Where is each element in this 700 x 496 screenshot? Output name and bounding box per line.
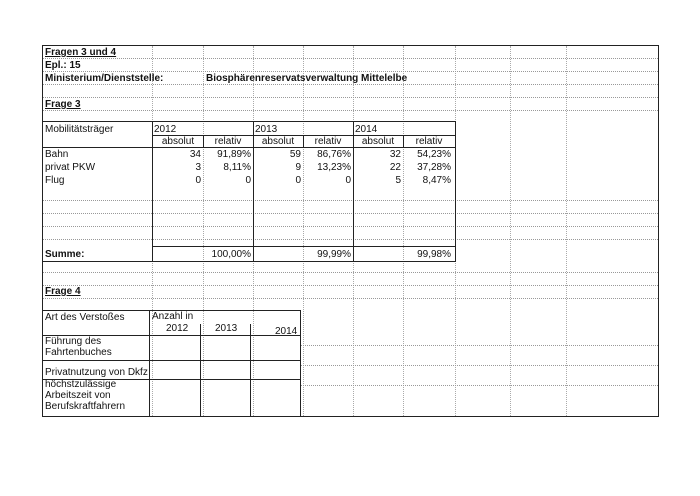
- table-cell: 8,11%: [223, 162, 251, 173]
- count-header: Anzahl in: [152, 311, 194, 322]
- grid-line: [300, 345, 658, 346]
- subheader-relativ: relativ: [415, 136, 443, 147]
- ministry-label: Ministerium/Dienststelle:: [45, 73, 164, 84]
- table-border: [149, 310, 150, 416]
- grid-line: [403, 46, 404, 416]
- table-cell: 0: [195, 175, 201, 186]
- subheader-relativ: relativ: [314, 136, 342, 147]
- grid-line: [43, 285, 658, 286]
- table-cell: 0: [345, 175, 351, 186]
- year-2014: 2014: [355, 124, 378, 135]
- grid-line: [300, 385, 658, 386]
- table-cell: 9: [295, 162, 301, 173]
- grid-line: [300, 365, 658, 366]
- grid-line: [43, 272, 658, 273]
- subheader-absolut: absolut: [361, 136, 395, 147]
- table-cell: 0: [295, 175, 301, 186]
- frage4-title: Frage 4: [45, 286, 81, 297]
- table-cell: 59: [289, 149, 301, 160]
- table-cell: 13,23%: [317, 162, 351, 173]
- year-2012: 2012: [154, 124, 177, 135]
- grid-line: [43, 298, 658, 299]
- grid-line: [43, 97, 658, 98]
- row-label-flug: Flug: [45, 175, 65, 186]
- frage4-col-header: Art des Verstoßes: [45, 312, 125, 323]
- subheader-relativ: relativ: [214, 136, 242, 147]
- grid-line: [43, 71, 658, 72]
- table-border: [300, 310, 301, 416]
- row-label-fahrtenbuch: Fahrtenbuches: [45, 347, 112, 358]
- row-label-privat-pkw: privat PKW: [45, 162, 96, 173]
- table-cell: 32: [389, 149, 401, 160]
- sum-2014: 99,98%: [417, 249, 451, 260]
- year-2012: 2012: [166, 323, 189, 334]
- grid-line: [303, 46, 304, 416]
- sum-2012: 100,00%: [211, 249, 251, 260]
- frage3-col-header: Mobilitätsträger: [45, 124, 114, 135]
- ministry-value: Biosphärenreservatsverwaltung Mittelelbe: [206, 73, 408, 84]
- table-border: [43, 261, 456, 262]
- grid-line: [43, 226, 658, 227]
- grid-line: [43, 213, 658, 214]
- grid-line: [566, 46, 567, 416]
- table-cell: 22: [389, 162, 401, 173]
- grid-line: [43, 58, 658, 59]
- row-label-arbeitszeit: Berufskraftfahrern: [45, 401, 126, 412]
- table-cell: 86,76%: [317, 149, 351, 160]
- row-label-bahn: Bahn: [45, 149, 69, 160]
- grid-line: [43, 110, 658, 111]
- table-border: [43, 360, 300, 361]
- table-border: [200, 324, 201, 416]
- frage3-title: Frage 3: [45, 99, 81, 110]
- table-border: [250, 324, 251, 416]
- sum-label: Summe:: [45, 249, 85, 260]
- year-2013: 2013: [255, 124, 278, 135]
- year-2014: 2014: [275, 326, 298, 337]
- document-title: Fragen 3 und 4: [45, 47, 117, 58]
- year-2013: 2013: [215, 323, 238, 334]
- sum-2013: 99,99%: [317, 249, 351, 260]
- table-cell: 37,28%: [417, 162, 451, 173]
- table-cell: 34: [189, 149, 201, 160]
- table-border: [43, 121, 456, 122]
- row-label-arbeitszeit: höchstzulässige: [45, 379, 117, 390]
- table-cell: 0: [245, 175, 251, 186]
- table-cell: 91,89%: [217, 149, 251, 160]
- subheader-absolut: absolut: [261, 136, 295, 147]
- table-border: [455, 121, 456, 261]
- subheader-absolut: absolut: [161, 136, 195, 147]
- table-cell: 3: [195, 162, 201, 173]
- grid-line: [43, 239, 658, 240]
- grid-line: [43, 200, 658, 201]
- table-cell: 54,23%: [417, 149, 451, 160]
- table-border: [152, 246, 456, 247]
- epl-label: Epl.: 15: [45, 60, 81, 71]
- table-cell: 5: [395, 175, 401, 186]
- row-label-privatnutzung: Privatnutzung von Dkfz: [45, 367, 148, 378]
- grid-line: [510, 46, 511, 416]
- row-label-fahrtenbuch: Führung des: [45, 336, 102, 347]
- table-cell: 8,47%: [422, 175, 451, 186]
- row-label-arbeitszeit: Arbeitszeit von: [45, 390, 111, 401]
